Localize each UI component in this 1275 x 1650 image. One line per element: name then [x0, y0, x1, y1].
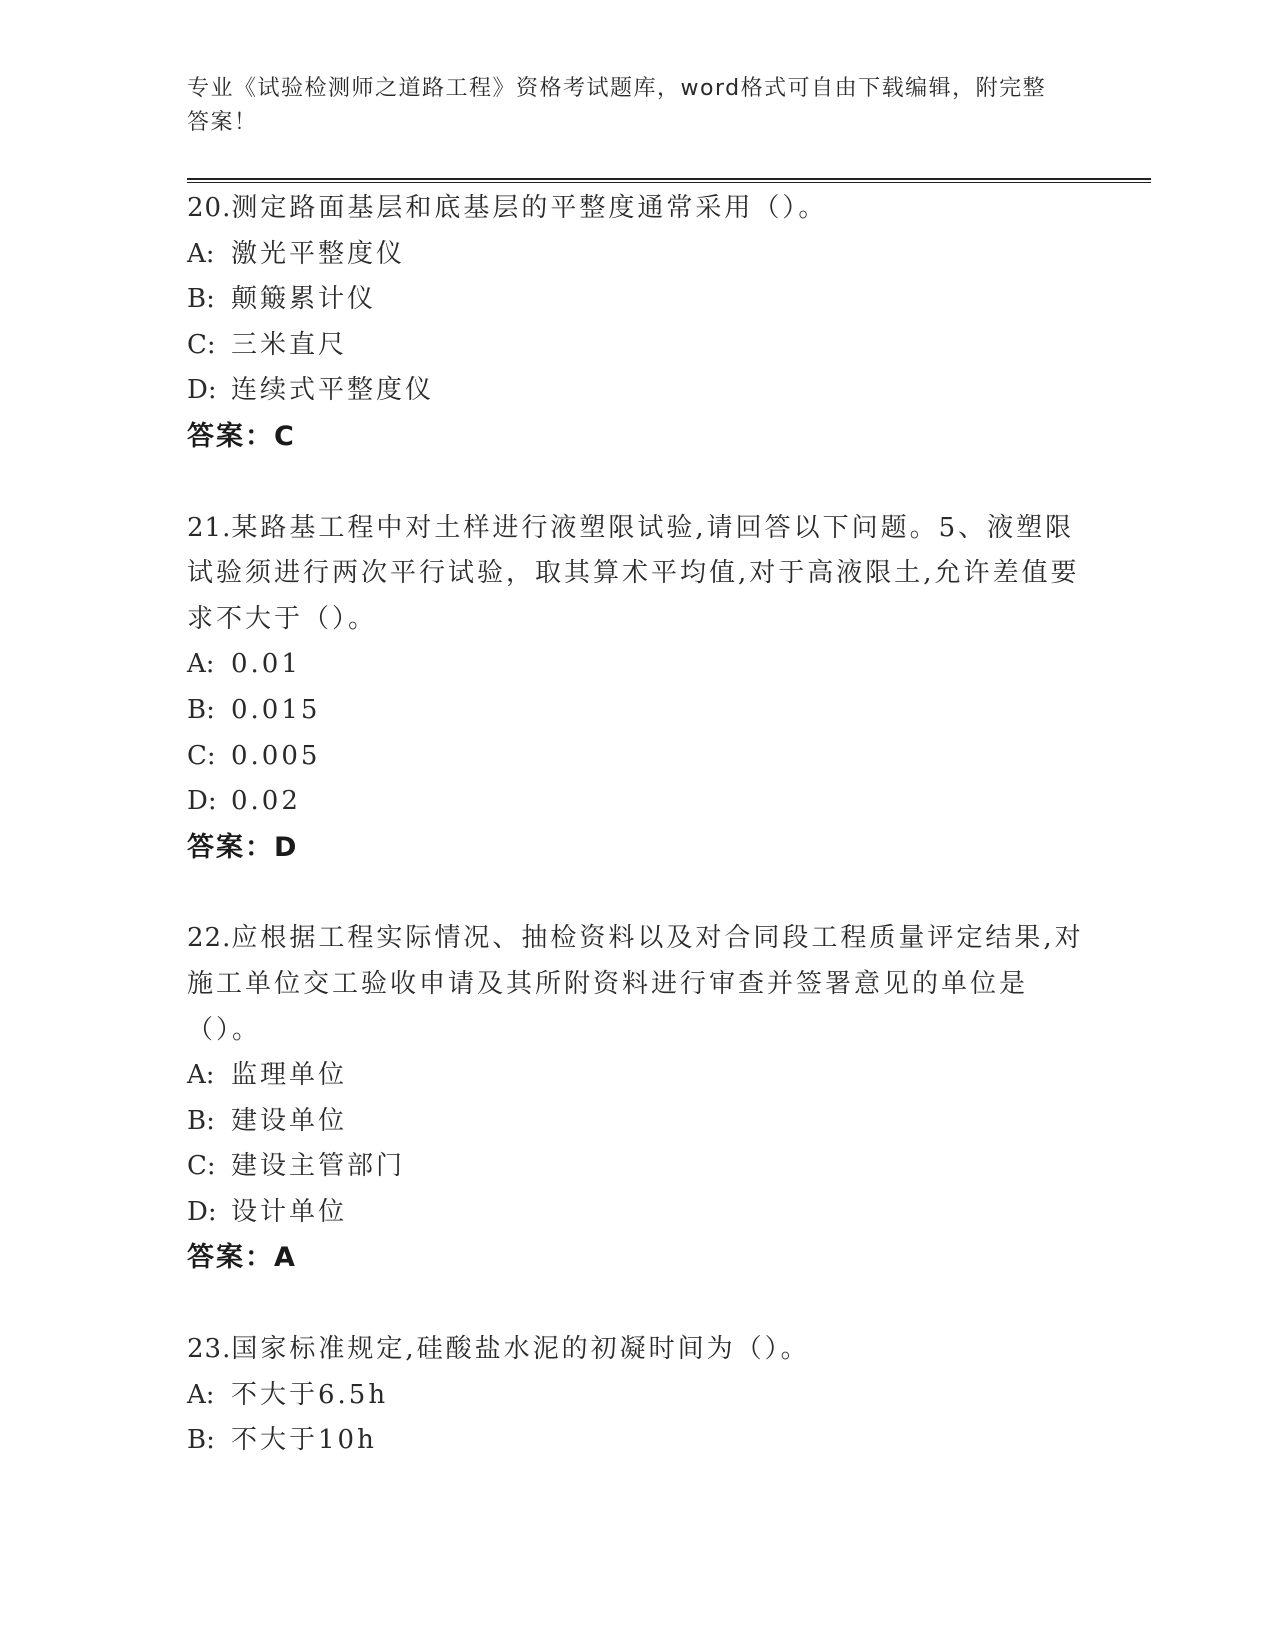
- option-a: [187, 232, 1087, 278]
- answer-line: 答案：D: [187, 831, 299, 863]
- question-stem: 测定路面基层和底基层的平整度通常采用（）。: [231, 193, 828, 223]
- question-number: 21.: [187, 512, 232, 543]
- question-22: [187, 916, 1087, 1281]
- option-text: 建设主管部门: [231, 1151, 406, 1182]
- option-d: [187, 779, 1087, 825]
- option-letter: D:: [187, 786, 217, 817]
- option-text: 监理单位: [231, 1060, 348, 1091]
- answer-line: 答案：C: [187, 420, 296, 452]
- option-letter: C:: [187, 329, 216, 360]
- option-text: 0.02: [231, 786, 301, 817]
- option-letter: D:: [187, 1196, 217, 1227]
- option-text: 不大于6.5h: [231, 1379, 389, 1410]
- question-text: [187, 506, 1087, 643]
- question-text: [187, 186, 1087, 232]
- option-c: [187, 1144, 1087, 1190]
- option-letter: B:: [187, 694, 215, 725]
- question-text: [187, 916, 1087, 1053]
- option-a: [187, 1373, 1087, 1419]
- option-text: 三米直尺: [231, 329, 348, 360]
- option-c: [187, 323, 1087, 369]
- question-stem: 国家标准规定,硅酸盐水泥的初凝时间为（）。: [231, 1334, 810, 1365]
- option-text: 0.015: [231, 694, 321, 725]
- option-a: [187, 1053, 1087, 1099]
- answer-line: 答案：A: [187, 1242, 297, 1274]
- option-b: [187, 1418, 1087, 1464]
- question-number: 22.: [187, 923, 232, 954]
- option-d: [187, 1190, 1087, 1236]
- option-text: 建设单位: [231, 1105, 348, 1136]
- document-header: [187, 72, 1067, 140]
- option-b: [187, 277, 1087, 323]
- header-divider: [187, 178, 1151, 183]
- question-21: [187, 506, 1087, 871]
- option-text: 颠簸累计仪: [231, 284, 377, 315]
- question-number: 20.: [187, 193, 232, 223]
- question-stem: 应根据工程实际情况、抽检资料以及对合同段工程质量评定结果,对施工单位交工验收申请及其所附资料进行审查并签署意见的单位是（）。: [187, 923, 1084, 1045]
- option-letter: D:: [187, 375, 217, 406]
- question-23: [187, 1327, 1087, 1464]
- option-letter: B:: [187, 1105, 215, 1136]
- option-letter: C:: [187, 1151, 216, 1182]
- question-text: [187, 1327, 1087, 1373]
- option-letter: A:: [187, 1060, 215, 1091]
- option-text: 0.005: [231, 740, 321, 771]
- option-letter: B:: [187, 1425, 215, 1456]
- option-letter: A:: [187, 1379, 215, 1410]
- option-text: 不大于10h: [231, 1425, 377, 1456]
- option-letter: A:: [187, 238, 215, 269]
- option-a: [187, 642, 1087, 688]
- question-number: 23.: [187, 1334, 232, 1365]
- header-intro-text: 专业《试验检测师之道路工程》资格考试题库，word格式可自由下载编辑，附完整答案！: [187, 76, 1047, 135]
- option-d: [187, 368, 1087, 414]
- option-letter: C:: [187, 740, 216, 771]
- option-text: 激光平整度仪: [231, 238, 406, 269]
- option-c: [187, 734, 1087, 780]
- option-letter: A:: [187, 649, 215, 680]
- question-stem: 某路基工程中对土样进行液塑限试验,请回答以下问题。5、液塑限试验须进行两次平行试验，取其算术平均值,对于高液限土,允许差值要求不大于（）。: [187, 512, 1080, 634]
- question-list: [187, 186, 1087, 1510]
- option-text: 0.01: [231, 649, 301, 680]
- option-text: 设计单位: [231, 1196, 348, 1227]
- option-letter: B:: [187, 284, 215, 315]
- option-b: [187, 1099, 1087, 1145]
- question-20: [187, 186, 1087, 460]
- option-text: 连续式平整度仪: [231, 375, 435, 406]
- option-b: [187, 688, 1087, 734]
